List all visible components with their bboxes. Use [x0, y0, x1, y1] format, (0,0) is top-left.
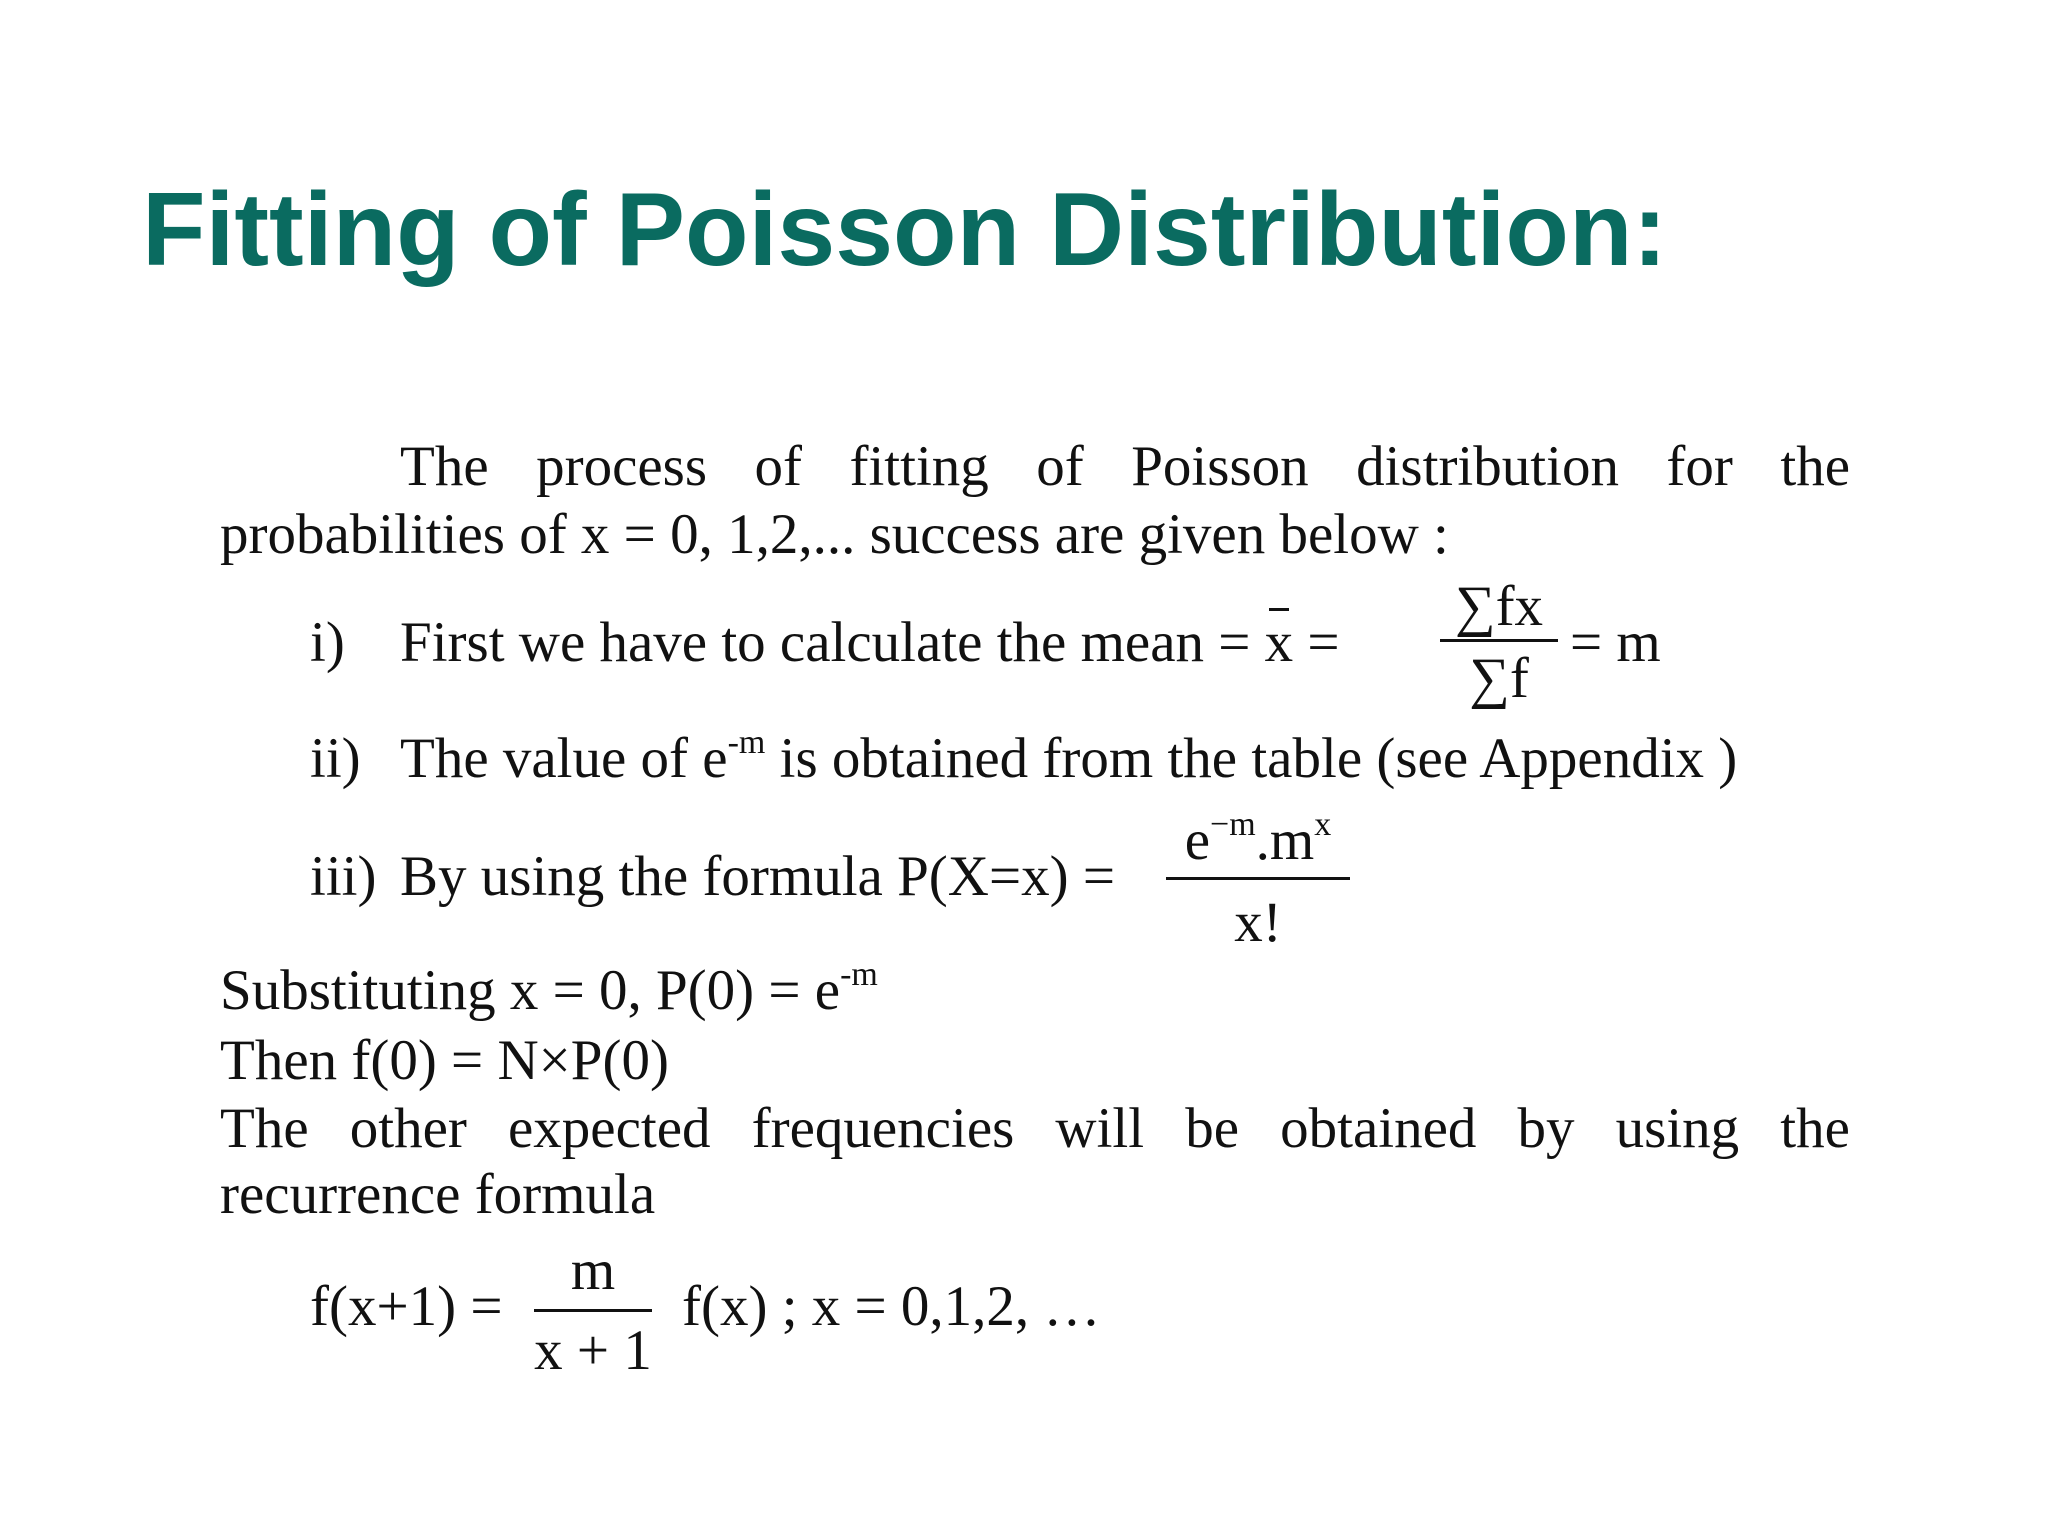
- poisson-num-base: e: [1184, 809, 1211, 872]
- word: of: [1036, 435, 1084, 498]
- substituting-text: Substituting x = 0, P(0) = e: [220, 959, 841, 1022]
- poisson-numerator: [1184, 806, 1332, 872]
- x-bar-symbol: x: [1264, 611, 1294, 674]
- step-3-label: iii): [310, 845, 377, 908]
- poisson-fraction-bar: [1166, 877, 1350, 880]
- word: frequencies: [751, 1097, 1015, 1160]
- word: process: [536, 435, 708, 498]
- word: The: [400, 435, 489, 498]
- poisson-fraction: [1166, 806, 1350, 954]
- word: the: [1780, 435, 1850, 498]
- word: will: [1055, 1097, 1145, 1160]
- word: the: [1780, 1097, 1850, 1160]
- word: of: [754, 435, 802, 498]
- poisson-num-exp2: x: [1314, 806, 1332, 843]
- word: Poisson: [1131, 435, 1309, 498]
- recurrence-fraction: [534, 1239, 652, 1382]
- mean-denominator: ∑f: [1469, 647, 1529, 710]
- step-1-sentence: First we have to calculate the mean =: [400, 611, 1265, 674]
- substituting-line: [220, 956, 878, 1022]
- recurrence-numerator: m: [570, 1239, 616, 1302]
- mean-numerator: ∑fx: [1454, 575, 1544, 638]
- page-title: Fitting of Poisson Distribution:: [142, 172, 1668, 288]
- recurrence-lhs: f(x+1) =: [310, 1275, 503, 1338]
- poisson-num-exp1: −m: [1210, 806, 1256, 843]
- word: by: [1517, 1097, 1575, 1160]
- poisson-denominator: x!: [1234, 891, 1282, 954]
- step-2-before: The value of e: [400, 727, 728, 790]
- substituting-exponent: -m: [840, 956, 878, 993]
- mean-result: = m: [1570, 611, 1661, 674]
- recurrence-denominator: x + 1: [534, 1319, 652, 1382]
- word: distribution: [1356, 435, 1619, 498]
- recurrence-fraction-bar: [534, 1309, 652, 1312]
- word: The: [220, 1097, 309, 1160]
- word: obtained: [1280, 1097, 1477, 1160]
- word: be: [1185, 1097, 1240, 1160]
- other-line-1: [220, 1097, 1850, 1160]
- step-2-after: is obtained from the table (see Appendix ): [765, 727, 1738, 790]
- word: fitting: [849, 435, 989, 498]
- word: other: [349, 1097, 467, 1160]
- step-2-label: ii): [310, 727, 361, 790]
- step-2-text: [400, 724, 1738, 790]
- word: for: [1666, 435, 1733, 498]
- poisson-num-mid: .m: [1255, 809, 1315, 872]
- word: using: [1615, 1097, 1740, 1160]
- mean-fraction: [1440, 575, 1558, 710]
- other-line-2: recurrence formula: [220, 1163, 656, 1226]
- mean-fraction-bar: [1440, 639, 1558, 642]
- intro-line-2: probabilities of x = 0, 1,2,... success are given below :: [220, 503, 1449, 566]
- then-line: Then f(0) = N×P(0): [220, 1029, 669, 1092]
- step-1-label: i): [310, 611, 345, 674]
- intro-line-1: [400, 435, 1850, 498]
- recurrence-rhs: f(x) ; x = 0,1,2, …: [682, 1275, 1101, 1338]
- step-1-text: [400, 611, 1340, 674]
- step-3-text: By using the formula P(X=x) =: [400, 845, 1115, 908]
- word: expected: [507, 1097, 711, 1160]
- step-1-equals: =: [1307, 611, 1340, 674]
- step-2-exponent: -m: [727, 724, 766, 761]
